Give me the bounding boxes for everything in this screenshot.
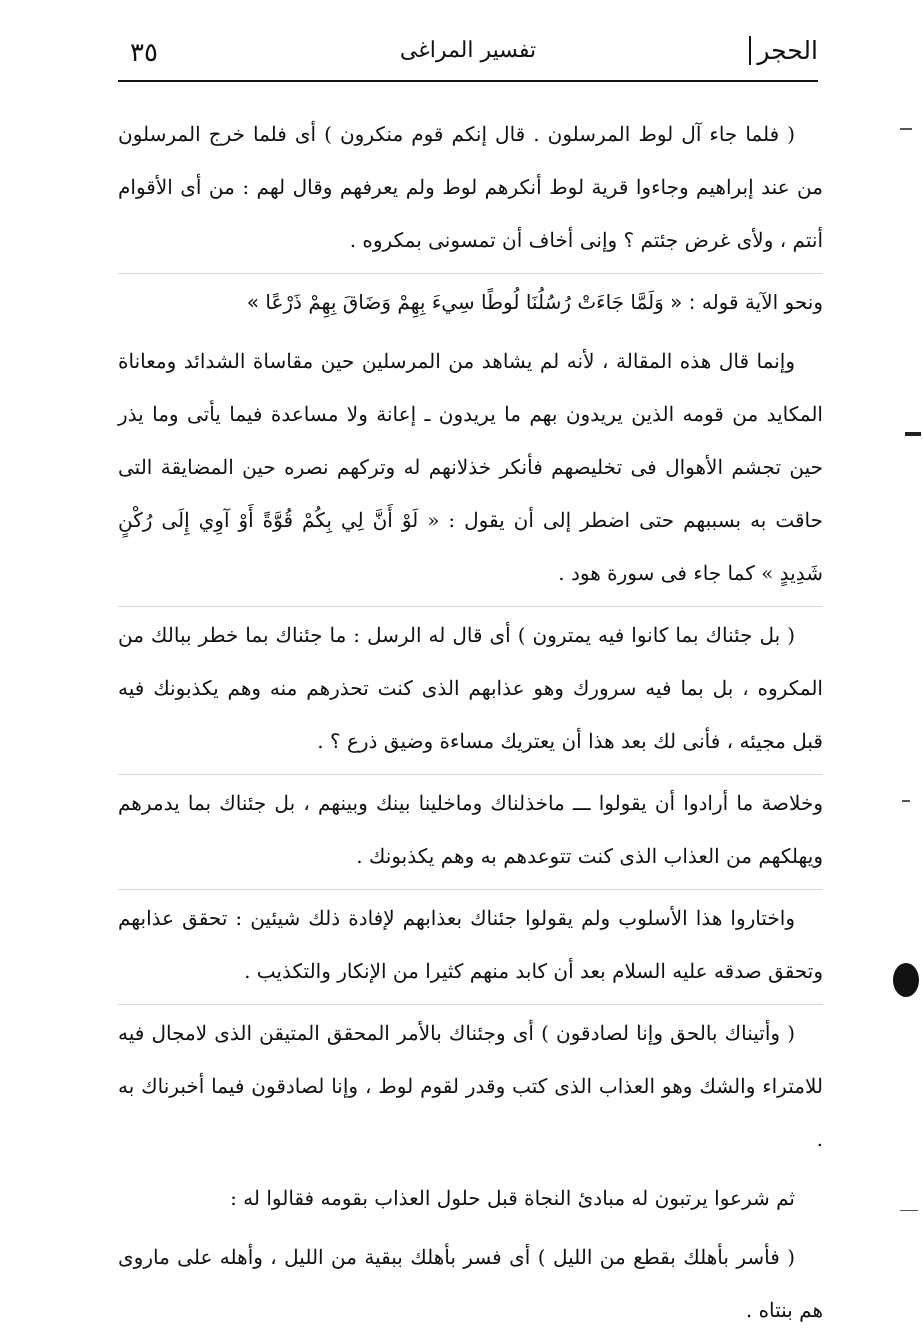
margin-mark (902, 800, 910, 802)
margin-mark (905, 432, 921, 436)
ink-blot (893, 963, 919, 997)
paragraph-lut-messengers: ( فلما جاء آل لوط المرسلون . قال إنكم قوم منكرون ) أى فلما خرج المرسلون من عند إبراهيم وجاءوا قرية لوط أنكرهم لوط ولم يعرفهم وقال لهم : من أى الأقوام أنتم ، ولأى غرض جئتم ؟ وإنى أخاف أن تمسونى بمكروه . (118, 122, 823, 252)
paragraph-reason-saying: وإنما قال هذه المقالة ، لأنه لم يشاهد من المرسلين حين مقاساة الشدائد ومعاناة المكايد من قومه الذين يريدون بهم ما يريدون ـ إعانة ولا مساعدة فيما يأتى وما يذر حين تجشم الأهوال فى تخليصهم فأنكر خذلانهم له وتركهم نصره حين المضايقة التى حاقت به بسببهم حتى اضطر إلى أن يقول : « لَوْ أَنَّ لِي بِكُمْ قُوَّةً أَوْ آوِي إِلَى رُكْنٍ شَدِيدٍ » كما جاء فى سورة هود . (118, 349, 823, 585)
margin-mark (900, 1210, 918, 1211)
surah-name: الحجر (749, 36, 818, 65)
paragraph-travel-by-night: ( فأسر بأهلك بقطع من الليل ) أى فسر بأهلك ببقية من الليل ، وأهله على ماروى هم بنتاه . (118, 1245, 823, 1322)
paragraph-style-choice: واختاروا هذا الأسلوب ولم يقولوا جئناك بعذابهم لإفادة ذلك شيئين : تحقق عذابهم وتحقق صدقه عليه السلام بعد أن كابد منهم كثيرا من الإنكار والتكذيب . (118, 889, 823, 998)
paragraph-similar-verse: ونحو الآية قوله : « وَلَمَّا جَاءَتْ رُسُلُنَا لُوطًا سِيءَ بِهِمْ وَضَاقَ بِهِمْ ذَرْعًا » (118, 273, 823, 329)
page-header (118, 30, 818, 82)
margin-mark (900, 128, 912, 130)
header-rule (118, 80, 818, 82)
page-body (118, 108, 823, 1343)
paragraph-we-brought-you: ( بل جئناك بما كانوا فيه يمترون ) أى قال له الرسل : ما جئناك بما خطر ببالك من المكروه ، بل بما فيه سرورك وهو عذابهم الذى كنت تحذرهم منه وهم يكذبونك فيه قبل مجيئه ، فأنى لك بعد هذا أن يعتريك مساءة وضيق ذرع ؟ . (118, 606, 823, 768)
paragraph-truth: ( وأتيناك بالحق وإنا لصادقون ) أى وجئناك بالأمر المحقق المتيقن الذى لامجال فيه للامتراء والشك وهو العذاب الذى كتب وقدر لقوم لوط ، وإنا لصادقون فيما أخبرناك به . (118, 1004, 823, 1166)
paragraph-summary: وخلاصة ما أرادوا أن يقولوا ـــ ماخذلناك وماخلينا بينك وبينهم ، بل جئناك بما يدمرهم ويهلكهم من العذاب الذى كنت تتوعدهم به وهم يكذبونك . (118, 774, 823, 883)
page-number: ٣٥ (130, 38, 158, 68)
book-title: تفسير المراغى (399, 38, 537, 63)
paragraph-salvation: ثم شرعوا يرتبون له مبادئ النجاة قبل حلول العذاب بقومه فقالوا له : (230, 1186, 795, 1210)
